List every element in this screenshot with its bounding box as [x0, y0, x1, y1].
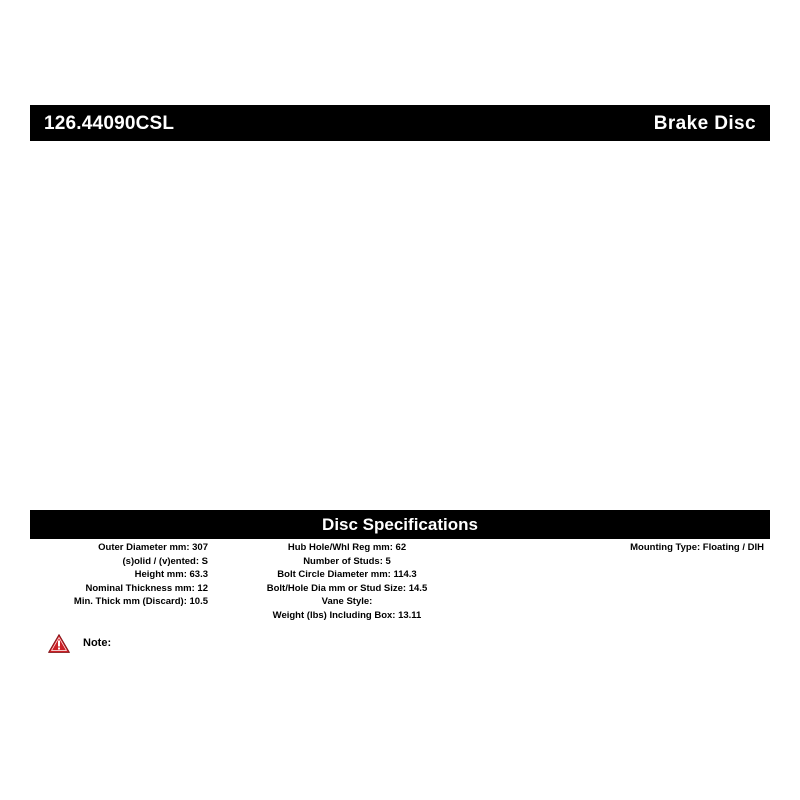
- spec-line: Mounting Type: Floating / DIH: [630, 542, 764, 553]
- spec-line: Min. Thick mm (Discard): 10.5: [73, 596, 208, 607]
- product-header-bar: [30, 105, 770, 141]
- spec-line: Outer Diameter mm: 307: [98, 542, 208, 553]
- spec-column-right: [482, 541, 770, 555]
- spec-line: Nominal Thickness mm: 12: [85, 582, 208, 594]
- spec-line: (s)olid / (v)ented: S: [122, 555, 208, 567]
- spec-line: Hub Hole/Whl Reg mm: 62: [287, 542, 407, 553]
- part-number: 126.44090CSL: [44, 112, 175, 134]
- spec-line: Bolt Circle Diameter mm: 114.3: [277, 569, 417, 580]
- product-type-title: Brake Disc: [653, 112, 756, 134]
- disc-specifications-body: [30, 541, 770, 622]
- spec-column-middle: [212, 541, 482, 622]
- spec-column-left: [30, 541, 212, 609]
- note-label: Note:: [83, 637, 112, 649]
- spec-line: Bolt/Hole Dia mm or Stud Size: 14.5: [266, 582, 428, 594]
- warning-triangle-icon: [48, 634, 70, 653]
- spec-line: Height mm: 63.3: [134, 569, 208, 580]
- spec-line: Weight (lbs) Including Box: 13.11: [272, 609, 422, 621]
- spec-line: Number of Studs: 5: [303, 555, 391, 567]
- disc-specifications-bar: [30, 510, 770, 539]
- note-row: [48, 634, 124, 653]
- disc-specifications-title: Disc Specifications: [322, 515, 478, 534]
- spec-line: Vane Style:: [321, 596, 373, 607]
